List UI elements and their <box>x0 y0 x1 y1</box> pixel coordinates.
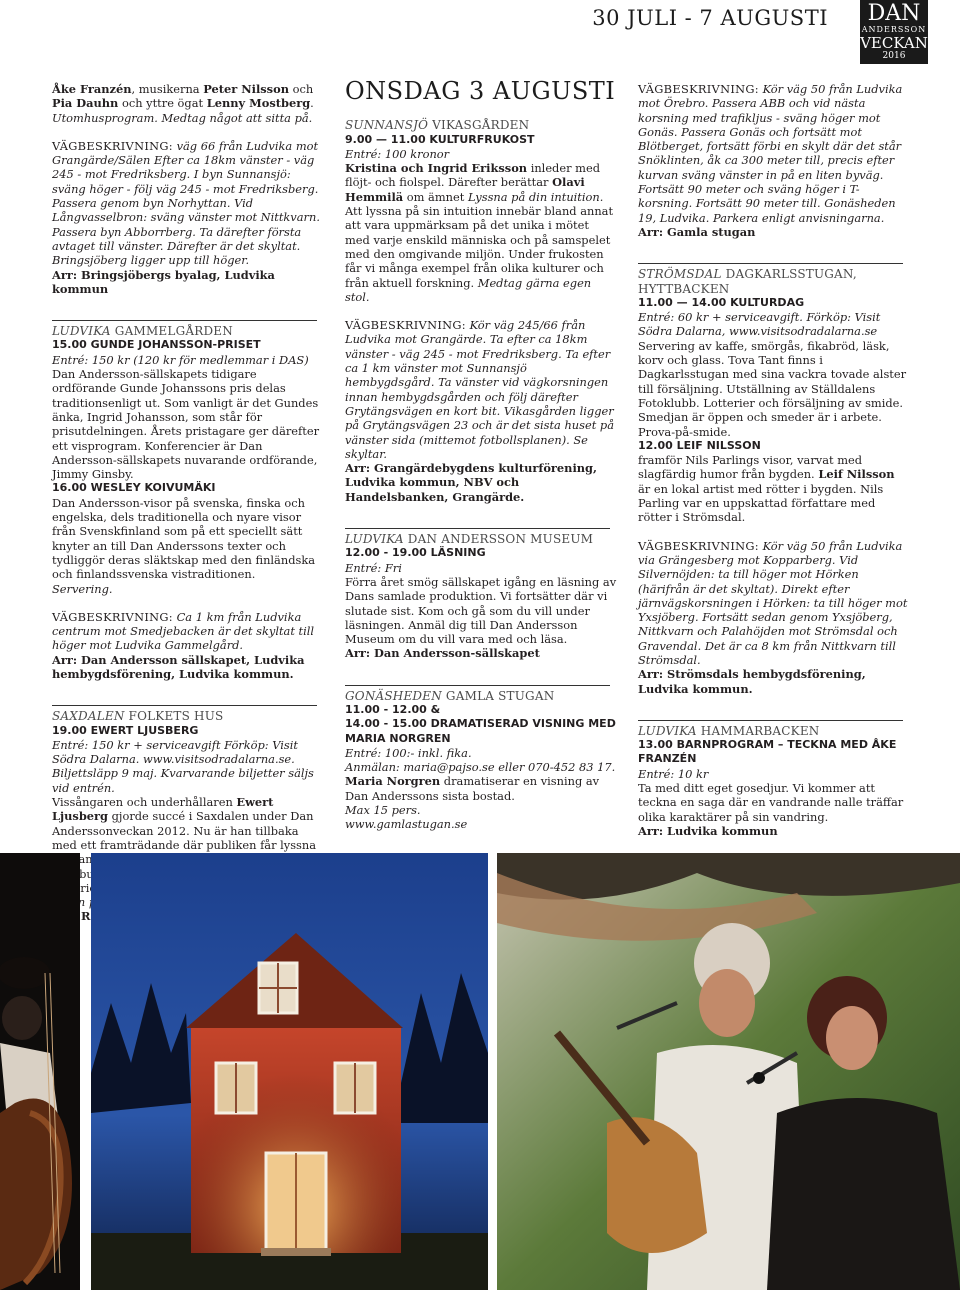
organizer-3: Arr: Ludvika kommun <box>638 823 778 838</box>
divider <box>638 263 903 264</box>
divider <box>638 720 903 721</box>
event-description: Servering av kaffe, smörgås, fikabröd, läsk, korv och glass. Tova Tant finns i Dagkarlsstugan med sina vackra tovade alster till försäljning. Utställning av Ställdalens Fotoklubb. Lotterier och försäljning av smide. Smedjan är öppen och smeder är i arbete. Prova-på-smide. <box>638 338 907 439</box>
organizer-2: Arr: Strömsdals hembygdsförening, Ludvika kommun. <box>638 667 866 696</box>
event-description: Ta med ditt eget gosedjur. Vi kommer att teckna en saga där en vandrande nalle träffar olika karaktärer på sin vandring. <box>638 781 904 824</box>
singers-on-stage-photo <box>497 853 960 1290</box>
event-location: LUDVIKA GAMMELGÅRDEN <box>52 324 233 339</box>
event-time-title: 11.00 — 14.00 KULTURDAG <box>638 295 805 309</box>
directions-2: VÄGBESKRIVNING: Ca 1 km från Ludvika centrum mot Smedjebacken är det skyltat till höger mot Ludvika Gammelgård. <box>52 609 315 653</box>
event-description: Dan Andersson-visor på svenska, finska och engelska, dels traditionella och nyare visor från Svenskfinland som på ett speciellt sätt knyter an till Dan Anderssons texter och tydliggör deras släktskap med den finländska och finlandssvenska vistraditionen. <box>52 495 316 582</box>
event-description: Maria Norgren dramatiserar en visning av Dan Anderssons sista bostad. <box>345 774 600 803</box>
event-entry: Entré: 10 kr <box>638 766 709 781</box>
double-bass-player-photo <box>0 853 80 1290</box>
red-wooden-house-photo <box>91 853 488 1290</box>
header-dates: 30 JULI - 7 AUGUSTI <box>592 6 828 30</box>
event-note: Servering. <box>52 581 113 596</box>
event-time-title: 15.00 GUNDE JOHANSSON-PRISET <box>52 338 261 352</box>
event-entry: Entré: 150 kr (120 kr för medlemmar i DAS) <box>52 352 309 367</box>
organizer-2: Arr: Dan Andersson-sällskapet <box>345 646 540 661</box>
column-3 <box>638 82 910 838</box>
event-entry: Entré: 100:- inkl. fika. <box>345 745 472 760</box>
divider <box>345 685 610 686</box>
event-time-title: 16.00 WESLEY KOIVUMÄKI <box>52 481 216 495</box>
day-heading: ONSDAG 3 AUGUSTI <box>345 77 616 105</box>
event-location: GONÄSHEDEN GAMLA STUGAN <box>345 688 555 703</box>
event-time-title: 12.00 LEIF NILSSON <box>638 438 761 452</box>
organizer-1: Arr: Gamla stugan <box>638 224 756 239</box>
event-location: STRÖMSDAL DAGKARLSSTUGAN, HYTTBACKEN <box>638 267 857 296</box>
event-location: SUNNANSJÖ VIKASGÅRDEN <box>345 118 530 133</box>
organizer-1: Arr: Grangärdebygdens kulturförening, Ludvika kommun, NBV och Handelsbanken, Grangärde. <box>345 461 597 504</box>
event-entry: Entré: Fri <box>345 560 402 575</box>
directions-1: VÄGBESKRIVNING: väg 66 från Ludvika mot Grangärde/Sälen Efter ca 18km vänster - väg 245 - mot Fredriksberg. I byn Sunnansjö: sväng höger - följ väg 245 - mot Fredriksberg. Passera genom byn Norhyttan. Vid Långvasselbron: sväng vänster mot Nittkvarn. Passera byn Abborrberg. Ta därefter första avtaget till vänster. Därefter är det skyltat. Bringsjöberg ligger upp till höger. <box>52 138 320 268</box>
event-entry: Entré: 60 kr + serviceavgift. Förköp: Visit Södra Dalarna, www.visitsodradalarna.se <box>638 310 881 339</box>
event-location: LUDVIKA DAN ANDERSSON MUSEUM <box>345 532 594 547</box>
event-description: Vissångaren och underhållaren Ewert Ljusberg gjorde succé i Saxdalen under Dan Anderssonveckan 2012. Nu är han tillbaka med ett framträdande där publiken får lyssna hans <box>52 795 317 867</box>
event-time-title: 13.00 BARNPROGRAM – TECKNA MED ÅKE FRANZÉN <box>638 738 897 766</box>
divider <box>345 528 610 529</box>
column-2 <box>345 77 617 832</box>
event-time-title: 9.00 — 11.00 KULTURFRUKOST <box>345 132 535 146</box>
logo-line-2: ANDERSSON <box>861 25 927 34</box>
event-description: Förra året smög sällskapet igång en läsning av Dans samlade produktion. Vi fortsätter där vi slutade sist. Kom och gå som du vill under läsningen. Anmäl dig till Dan Andersson Museum om du vill vara med och läsa. <box>345 574 617 647</box>
intro-credits: Åke Franzén, musikerna Peter Nilsson och Pia Dauhn och yttre ögat Lenny Mostberg. <box>52 82 314 111</box>
event-location: SAXDALEN FOLKETS HUS <box>52 709 224 724</box>
event-description: Dan Andersson-sällskapets tidigare ordförande Gunde Johanssons pris delas traditionsenligt ut. Som vanligt är det Gundes änka, Ingrid Johansson, som står för prisutdelningen. Årets pristagare ger därefter ett visprogram. Konferencier är Dan Andersson-sällskapets nuvarande ordförande, Jimmy Ginsby. <box>52 367 320 482</box>
event-time-title: 19.00 EWERT LJUSBERG <box>52 723 199 737</box>
directions: VÄGBESKRIVNING: Kör väg 245/66 från Ludvika mot Grangärde. Ta efter ca 18km vänster - väg 245 - mot Fredriksberg. Ta efter ca 1 km vänster mot Sunnansjö hembygdsgård. Ta vänster vid vägkorsningen innan hembygdsgården och följ därefter Grytängsvägen en kort bit. Vikasgården ligger på Grytängsvägen 23 och är det sista huset på vänster sida (mittemot fotbollsplanen). Se skyltar. <box>345 318 614 461</box>
organizer-2: Arr: Dan Andersson sällskapet, Ludvika hembygdsförening, Ludvika kommun. <box>52 652 305 681</box>
photo-strip <box>0 853 960 1290</box>
event-description: Kristina och Ingrid Eriksson inleder med flöjt- och fiolspel. Därefter berättar Olavi Hemmilä om ämnet Lyssna på din intuition. Att lyssna på sin intuition innebär bland annat att vara uppmärksam på det unika i mötet med varje enskild människa och på samspelet med den omgivande miljön. Under frukosten får vi många exempel från olika kulturer och från aktuell forskning. Medtag gärna egen stol. <box>345 161 614 304</box>
event-entry: Entré: 150 kr + serviceavgift Förköp: Visit Södra Dalarna. www.visitsodradalarna.se. Biljettsläpp 9 maj. Kvarvarande biljetter säljs vid entrén. <box>52 737 314 795</box>
event-time-title: 14.00 - 15.00 DRAMATISERAD VISNING MED MARIA NORGREN <box>345 717 616 745</box>
dan-andersson-veckan-logo <box>860 0 928 64</box>
event-time-title: 12.00 - 19.00 LÄSNING <box>345 546 486 560</box>
organizer-1: Arr: Bringsjöbergs byalag, Ludvika kommun <box>52 267 275 296</box>
intro-note: Utomhusprogram. Medtag något att sitta på. <box>52 110 313 125</box>
event-description: framför Nils Parlings visor, varvat med slagfärdig humor från bygden. Leif Nilsson är en lokal artist med rötter i bygden. Nils Parling var en uppskattad författare med rötter i Strömsdal. <box>638 453 895 525</box>
event-capacity: Max 15 pers. <box>345 803 421 818</box>
directions-2: VÄGBESKRIVNING: Kör väg 50 från Ludvika via Grängesberg mot Kopparberg. Vid Silvernöjden: ta till höger mot Hörken (härifrån är det skyltat). Direkt efter järnvägskorsningen i Hörken: ta till höger mot Yxsjöberg. Fortsätt sedan genom Yxsjöberg, Nittkvarn och Palahöjden mot Strömsdal och Gravendal. Det är ca 8 km från Nittkvarn till Strömsdal. <box>638 538 908 667</box>
event-entry: Entré: 100 kronor <box>345 146 450 161</box>
divider <box>52 320 317 321</box>
logo-line-1: DAN <box>867 1 921 26</box>
event-location: LUDVIKA HAMMARBACKEN <box>638 723 820 738</box>
logo-line-4: 2016 <box>882 51 906 61</box>
logo-line-3: VECKAN <box>860 34 928 52</box>
event-registration: Anmälan: maria@pajso.se eller 070-452 83 17. <box>345 760 616 775</box>
event-time-title: 11.00 - 12.00 & <box>345 702 441 716</box>
divider <box>52 705 317 706</box>
directions-1: VÄGBESKRIVNING: Kör väg 50 från Ludvika mot Örebro. Passera ABB och vid nästa korsning med trafikljus - sväng höger mot Gonäs. Passera Gonäs och fortsätt mot Blötberget, fortsätt förbi en skylt där det står Snöklinten, åk ca 300 meter till, precis efter kurvan sväng vänster in på en liten byväg. Fortsätt 90 meter och sväng höger i T-korsning. Fortsätt 90 meter till. Gonäsheden 19, Ludvika. Parkera enligt anvisningarna. <box>638 82 903 225</box>
column-1 <box>52 82 324 924</box>
event-website: www.gamlastugan.se <box>345 817 468 832</box>
